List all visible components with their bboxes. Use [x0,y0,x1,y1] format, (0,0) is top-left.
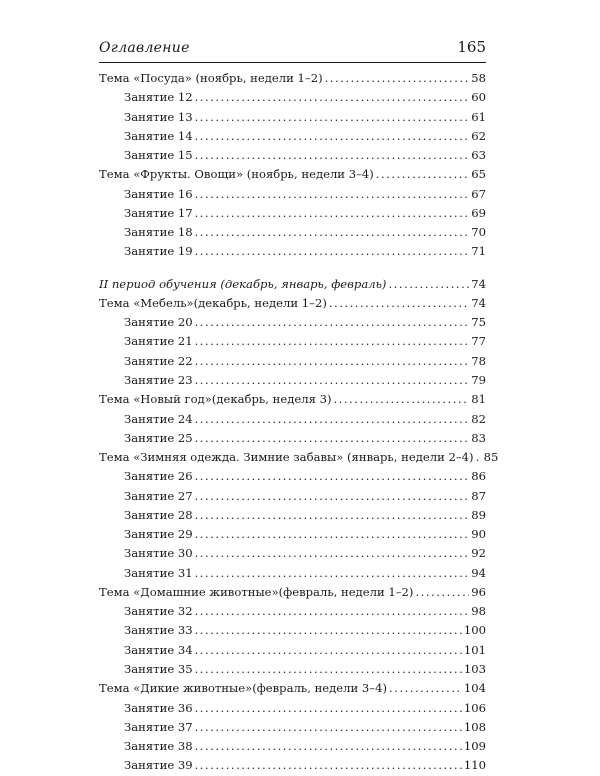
toc-topic-entry[interactable] [99,165,486,184]
toc-entry-page-number: 78 [471,353,486,368]
toc-entry-page-number: 81 [471,392,486,407]
toc-lesson-entry[interactable] [99,756,486,775]
toc-entry-label: Занятие 12 [124,90,193,105]
page-number: 165 [457,38,486,56]
toc-entry-label: Тема «Посуда» (ноябрь, недели 1–2) [99,71,323,85]
toc-entry-page-number: 92 [471,546,486,561]
toc-entry-label: Занятие 19 [124,244,193,259]
dot-leader [195,242,470,261]
dot-leader [195,641,462,660]
dot-leader [195,737,462,756]
toc-entry-label: Занятие 22 [124,353,193,368]
toc-entry-label: Занятие 27 [124,488,193,503]
toc-lesson-entry[interactable] [99,525,486,544]
toc-entry-page-number: 85 [483,450,499,465]
dot-leader [329,294,469,313]
dot-leader [195,621,462,640]
toc-entry-label: Занятие 38 [124,739,193,754]
toc-entry-page-number: 101 [463,642,486,657]
toc-lesson-entry[interactable] [99,429,486,448]
dot-leader [195,718,462,737]
toc-lesson-entry[interactable] [99,487,486,506]
toc-lesson-entry[interactable] [99,352,486,371]
toc-entry-page-number: 75 [471,315,486,330]
dot-leader [195,108,470,127]
toc-entry-label: Занятие 20 [124,315,193,330]
dot-leader [195,506,470,525]
toc-lesson-entry[interactable] [99,242,486,261]
toc-topic-entry[interactable] [99,448,499,467]
toc-entry-label: Занятие 29 [124,527,193,542]
toc-entry-page-number: 61 [471,109,486,124]
toc-entry-label: Занятие 31 [124,565,193,580]
toc-lesson-entry[interactable] [99,146,486,165]
toc-lesson-entry[interactable] [99,641,486,660]
dot-leader [195,371,470,390]
running-header [99,38,486,63]
toc-entry-label: Тема «Домашние животные»(февраль, недели 1–2) [99,584,414,599]
toc-topic-entry[interactable] [99,679,486,698]
toc-entry-label: Занятие 14 [124,128,193,143]
toc-entry-label: Занятие 36 [124,700,193,715]
dot-leader [195,88,470,107]
toc-entry-page-number: 58 [471,71,486,85]
toc-entry-label: Занятие 21 [124,334,193,349]
toc-entry-page-number: 69 [471,205,486,220]
toc-lesson-entry[interactable] [99,88,486,107]
toc-entry-label: Занятие 15 [124,148,193,163]
dot-leader [195,146,470,165]
toc-entry-label: Занятие 28 [124,507,193,522]
dot-leader [195,429,470,448]
toc-entry-page-number: 60 [471,90,486,105]
toc-entry-page-number: 106 [463,700,486,715]
dot-leader [195,660,462,679]
toc-entry-label: Занятие 37 [124,719,193,734]
toc-entry-label: Тема «Зимняя одежда. Зимние забавы» (январь, недели 2–4) [99,450,474,465]
toc-entry-label: Тема «Дикие животные»(февраль, недели 3–4) [99,681,388,696]
toc-entry-label: Занятие 32 [124,604,193,619]
toc-lesson-entry[interactable] [99,127,486,146]
toc-lesson-entry[interactable] [99,410,486,429]
dot-leader [389,679,462,698]
dot-leader [376,165,469,184]
toc-entry-label: Занятие 18 [124,225,193,240]
toc-entry-page-number: 90 [471,527,486,542]
toc-entry-label: Занятие 13 [124,109,193,124]
dot-leader [415,583,469,602]
toc-entry-label: Занятие 30 [124,546,193,561]
toc-lesson-entry[interactable] [99,718,486,737]
toc-entry-page-number: 104 [463,681,486,696]
toc-entry-page-number: 89 [471,507,486,522]
dot-leader [195,699,462,718]
toc-entry-label: Занятие 26 [124,469,193,484]
toc-lesson-entry[interactable] [99,564,486,583]
dot-leader [388,275,469,294]
toc-entry-label: Занятие 24 [124,411,193,426]
dot-leader [195,204,470,223]
toc-lesson-entry[interactable] [99,621,486,640]
dot-leader [195,352,470,371]
dot-leader [195,185,470,204]
toc-lesson-entry[interactable] [99,223,486,242]
toc-entry-page-number: 100 [463,623,486,638]
toc-lesson-entry[interactable] [99,467,486,486]
toc-lesson-entry[interactable] [99,185,486,204]
toc-entry-page-number: 108 [463,719,486,734]
dot-leader [195,467,470,486]
toc-entry-label: Занятие 16 [124,186,193,201]
dot-leader [195,544,470,563]
toc-entry-page-number: 67 [471,186,486,201]
toc-lesson-entry[interactable] [99,699,486,718]
toc-entry-page-number: 82 [471,411,486,426]
dot-leader [333,390,469,409]
toc-entry-page-number: 96 [471,584,486,599]
toc-lesson-entry[interactable] [99,660,486,679]
toc-topic-entry[interactable] [99,294,486,313]
toc-entry-page-number: 103 [463,661,486,676]
dot-leader [195,410,470,429]
toc-entry-label: Занятие 33 [124,623,193,638]
toc-entry-label: Занятие 34 [124,642,193,657]
toc-entry-label: Тема «Фрукты. Овощи» (ноябрь, недели 3–4) [99,167,374,182]
toc-entry-page-number: 62 [471,128,486,143]
toc-lesson-entry[interactable] [99,204,486,223]
toc-lesson-entry[interactable] [99,332,486,351]
dot-leader [195,223,470,242]
toc-entry-label: Тема «Мебель»(декабрь, недели 1–2) [99,295,327,310]
toc-entry-page-number: 83 [471,430,486,445]
toc-entry-label: Занятие 23 [124,372,193,387]
toc-lesson-entry[interactable] [99,544,486,563]
table-of-contents [99,69,499,776]
toc-entry-page-number: 70 [471,225,486,240]
dot-leader [476,448,482,467]
toc-entry-page-number: 109 [463,739,486,754]
dot-leader [195,525,470,544]
toc-topic-entry[interactable] [99,390,486,409]
dot-leader [195,313,470,332]
toc-entry-page-number: 87 [471,488,486,503]
toc-entry-label: Занятие 25 [124,430,193,445]
toc-topic-entry[interactable] [99,583,486,602]
toc-entry-page-number: 79 [471,372,486,387]
running-header-title: Оглавление [99,40,190,56]
dot-leader [325,69,470,88]
toc-entry-page-number: 65 [471,167,486,182]
toc-entry-page-number: 71 [471,244,486,259]
toc-entry-page-number: 98 [471,604,486,619]
dot-leader [195,756,462,775]
toc-lesson-entry[interactable] [99,602,486,621]
toc-entry-label: Занятие 39 [124,758,193,773]
toc-entry-page-number: 74 [471,295,486,310]
dot-leader [195,487,470,506]
toc-entry-page-number: 94 [471,565,486,580]
dot-leader [195,602,470,621]
toc-entry-page-number: 77 [471,334,486,349]
toc-entry-page-number: 74 [471,276,486,291]
dot-leader [195,564,470,583]
dot-leader [195,332,470,351]
toc-entry-page-number: 63 [471,148,486,163]
toc-entry-label: II период обучения (декабрь, январь, февраль) [99,276,387,291]
toc-period-heading[interactable] [99,275,486,294]
toc-entry-page-number: 86 [471,469,486,484]
toc-topic-entry[interactable] [99,69,486,88]
toc-lesson-entry[interactable] [99,737,486,756]
toc-entry-label: Тема «Новый год»(декабрь, неделя 3) [99,392,332,407]
dot-leader [195,127,470,146]
toc-lesson-entry[interactable] [99,371,486,390]
toc-entry-label: Занятие 17 [124,205,193,220]
toc-entry-label: Занятие 35 [124,661,193,676]
toc-entry-page-number: 110 [463,758,486,773]
toc-lesson-entry[interactable] [99,506,486,525]
toc-lesson-entry[interactable] [99,313,486,332]
toc-lesson-entry[interactable] [99,108,486,127]
